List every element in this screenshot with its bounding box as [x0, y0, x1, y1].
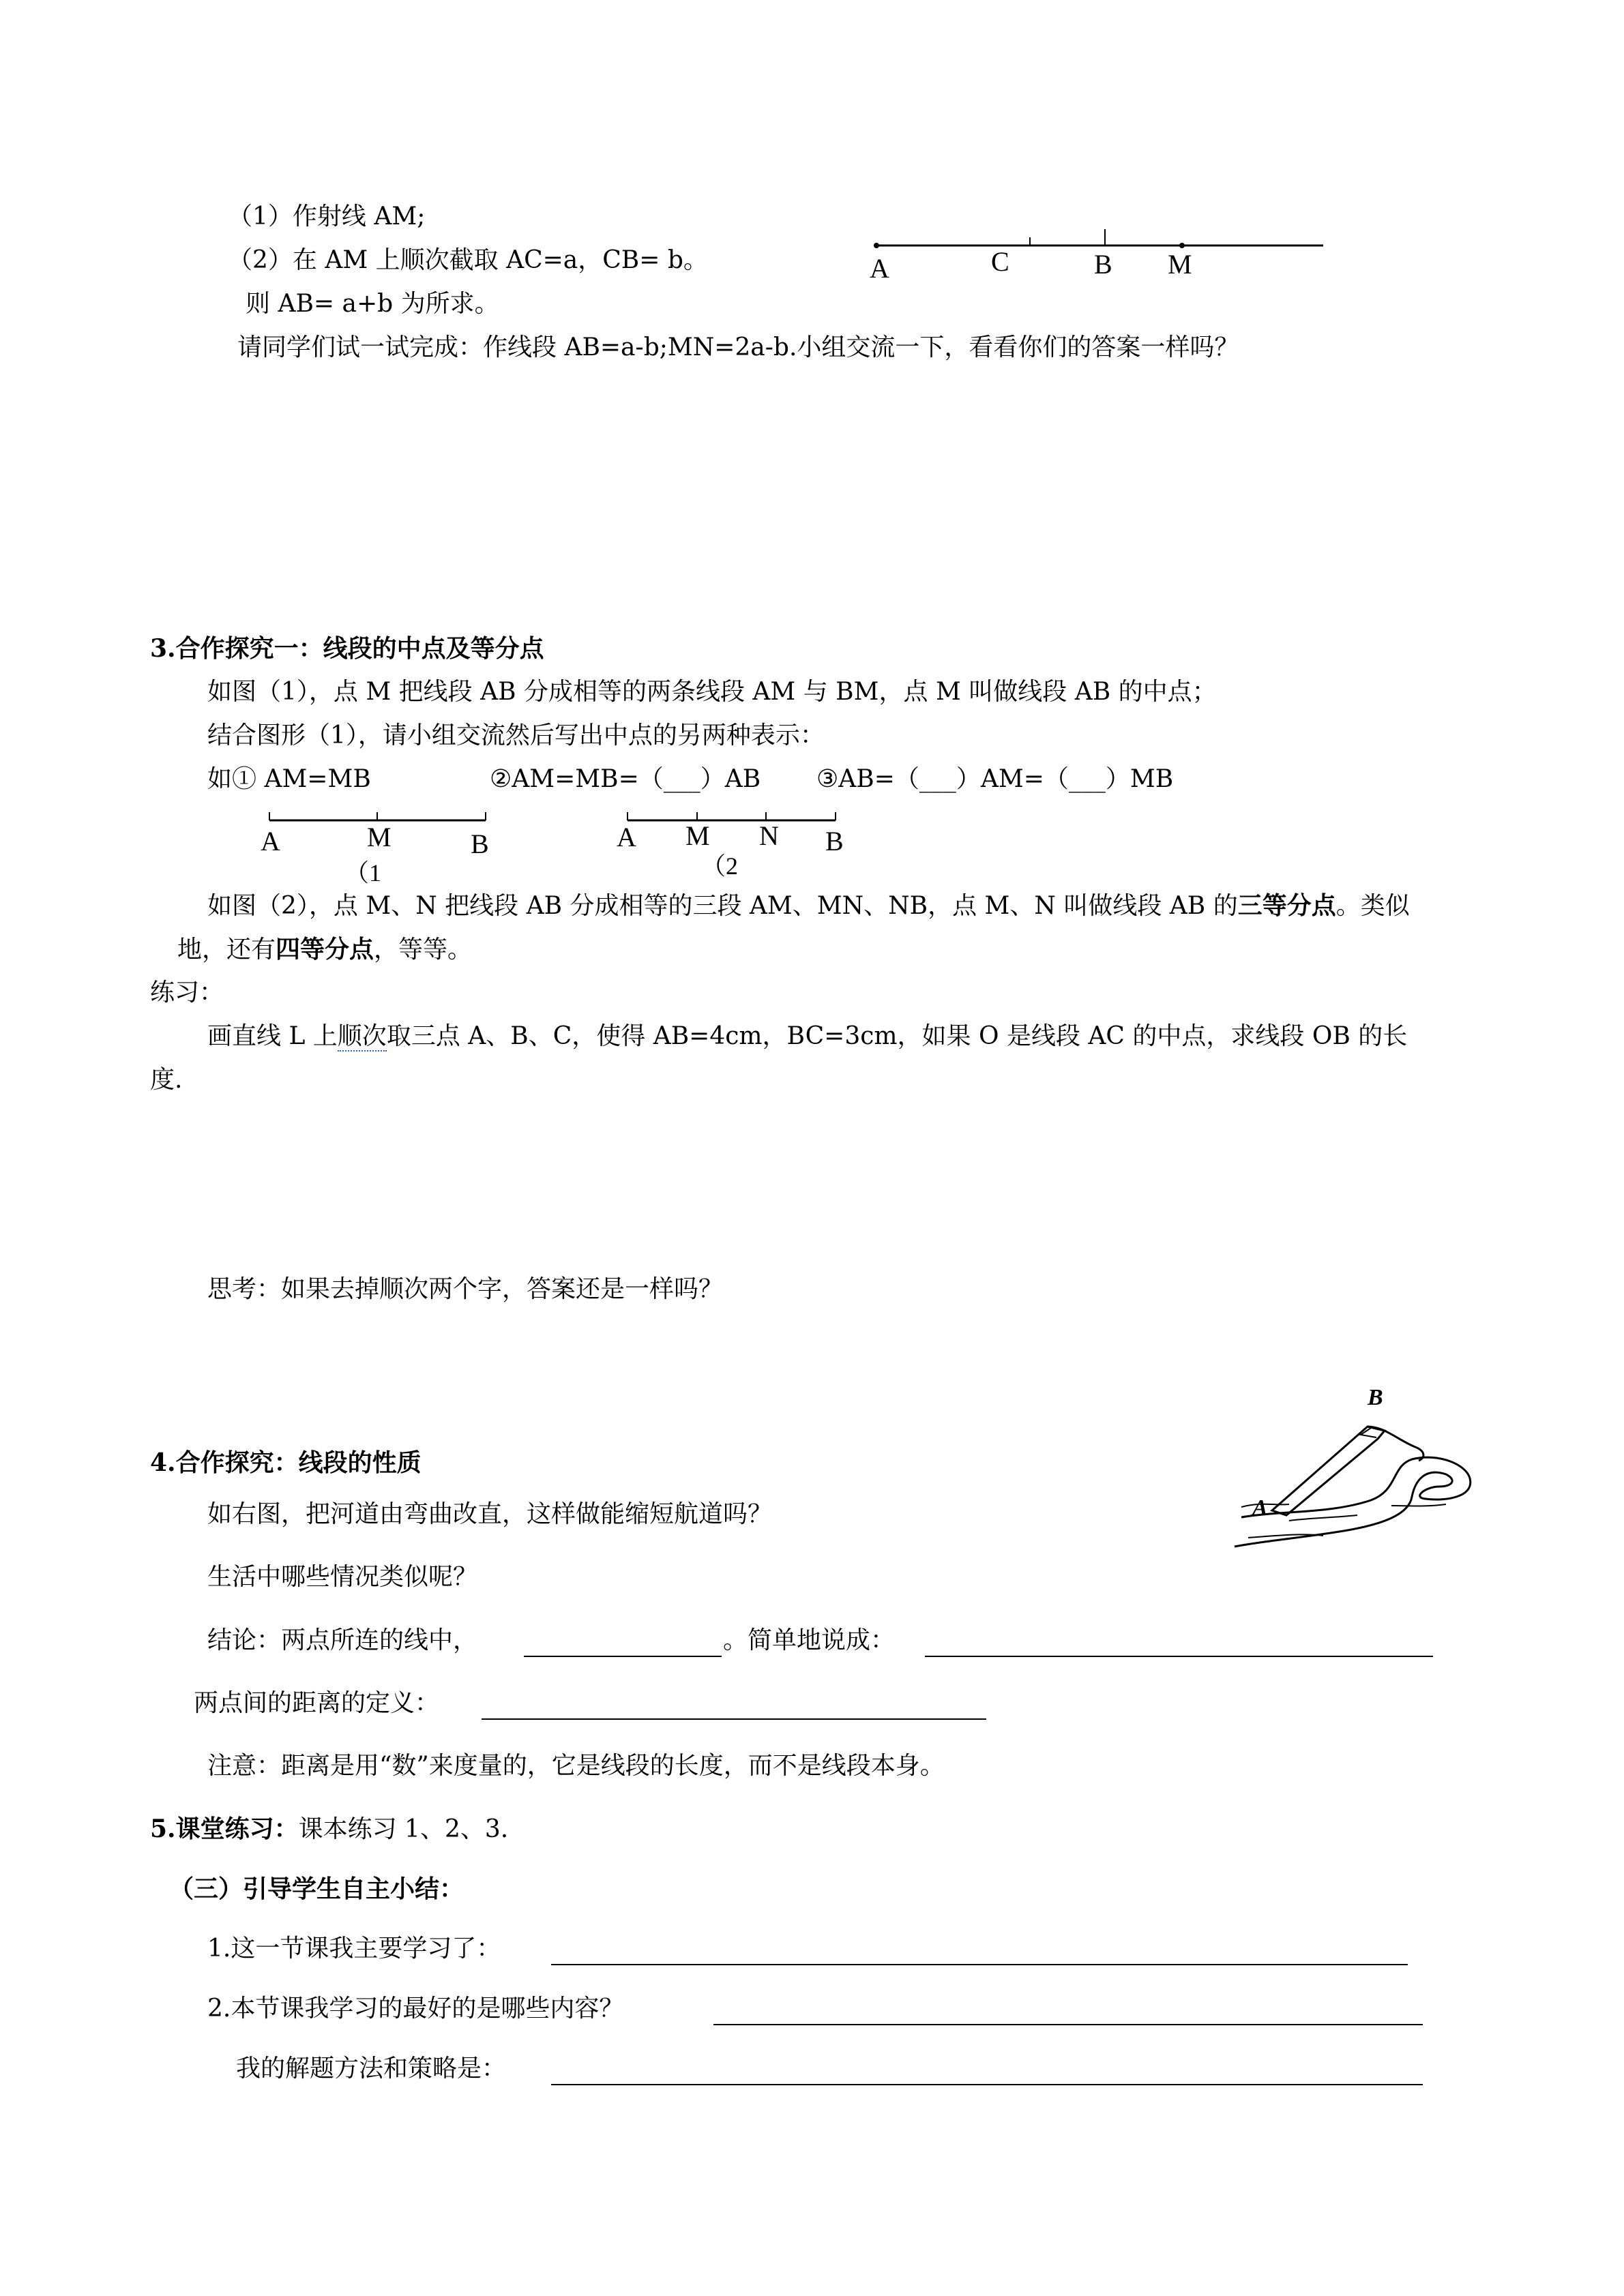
point-a-dot: [874, 243, 879, 248]
section3-p2: 结合图形（1），请小组交流然后写出中点的另两种表示：: [207, 721, 825, 749]
fig1-label-b: B: [471, 829, 489, 859]
summary-item-2: 2.本节课我学习的最好的是哪些内容？: [207, 1995, 624, 2023]
summary-blank-1[interactable]: [551, 1964, 1408, 1965]
conclusion-b: 。简单地说成：: [723, 1626, 896, 1654]
summary-blank-2[interactable]: [713, 2024, 1423, 2025]
midpoint-form-1: 如① AM=MB: [207, 765, 371, 793]
fig2-label-n: N: [759, 820, 779, 851]
practice-problem: 画直线 L 上顺次取三点 A、B、C，使得 AB=4cm，BC=3cm，如果 O 是线段 AC 的中点，求线段 OB 的长: [207, 1022, 1408, 1050]
ray-label-a: A: [870, 253, 889, 284]
summary-blank-3[interactable]: [551, 2084, 1423, 2085]
practice-label: 练习：: [150, 979, 224, 1007]
river-illustration: [1221, 1384, 1487, 1555]
distance-blank[interactable]: [482, 1718, 986, 1720]
section3-heading: 3.合作探究一：线段的中点及等分点: [150, 634, 544, 663]
section4-q2: 生活中哪些情况类似呢？: [207, 1563, 478, 1591]
summary-item-1: 1.这一节课我主要学习了：: [207, 1935, 501, 1963]
fig1-label-m: M: [367, 822, 392, 852]
conclusion-a: 结论：两点所连的线中，: [207, 1626, 478, 1654]
fig1-caption: （1: [344, 859, 382, 886]
summary-heading: （三）引导学生自主小结：: [169, 1875, 464, 1903]
distance-note: 注意：距离是用“数”来度量的，它是线段的长度，而不是线段本身。: [207, 1752, 945, 1780]
conclusion-blank-2[interactable]: [925, 1656, 1433, 1657]
section3-p4: 地，还有四等分点，等等。: [177, 935, 473, 964]
midpoint-form-3: ③AB=（___）AM=（___）MB: [816, 765, 1174, 793]
step-1: （1）作射线 AM;: [228, 203, 426, 230]
midpoint-form-2: ②AM=MB=（___）AB: [490, 765, 761, 793]
section4-heading: 4.合作探究：线段的性质: [150, 1448, 422, 1477]
figure-2-segment: [621, 808, 846, 829]
fig2-label-b: B: [825, 826, 844, 856]
fig2-label-m: M: [685, 820, 710, 851]
ray-label-c: C: [991, 246, 1009, 277]
fig2-label-a: A: [617, 822, 636, 852]
fig2-caption: （2: [701, 852, 739, 880]
point-m-dot: [1179, 243, 1185, 248]
step-2: （2）在 AM 上顺次截取 AC=a，CB= b。: [228, 246, 708, 274]
section3-p3: 如图（2），点 M、N 把线段 AB 分成相等的三段 AM、MN、NB，点 M、N 叫做线段 AB 的三等分点。类似: [207, 891, 1410, 920]
ray-label-m: M: [1168, 249, 1192, 280]
think-question: 思考：如果去掉顺次两个字，答案还是一样吗？: [207, 1275, 724, 1303]
river-label-a: A: [1252, 1495, 1268, 1521]
ray-label-b: B: [1094, 249, 1112, 280]
distance-definition: 两点间的距离的定义：: [194, 1689, 440, 1717]
practice-problem-end: 度.: [150, 1066, 183, 1094]
task-text: 请同学们试一试完成：作线段 AB=a-b;MN=2a-b.小组交流一下，看看你们的答案一样吗？: [237, 333, 1239, 361]
fig1-label-a: A: [261, 826, 280, 856]
summary-item-3: 我的解题方法和策略是：: [236, 2055, 507, 2083]
step-3: 则 AB= a+b 为所求。: [246, 290, 499, 318]
section4-q1: 如右图，把河道由弯曲改直，这样做能缩短航道吗？: [207, 1500, 773, 1528]
conclusion-blank-1[interactable]: [524, 1656, 722, 1657]
river-label-b: B: [1368, 1385, 1383, 1410]
section3-p1: 如图（1），点 M 把线段 AB 分成相等的两条线段 AM 与 BM，点 M 叫做线段 AB 的中点；: [207, 678, 1217, 706]
section5-line: 5.课堂练习：课本练习 1、2、3.: [150, 1815, 509, 1843]
